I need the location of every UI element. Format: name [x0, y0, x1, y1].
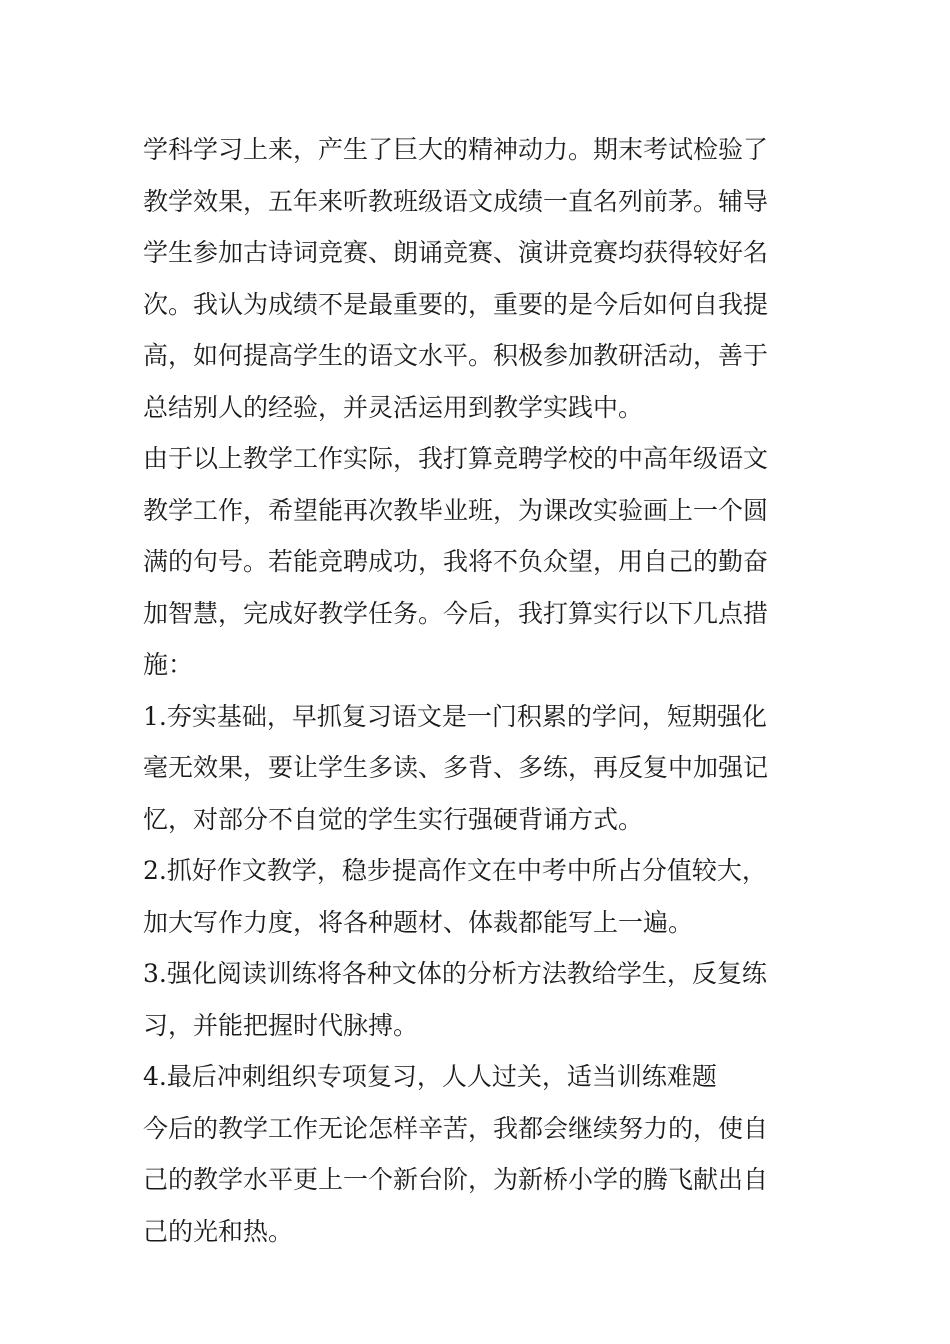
text-line: 教学效果，五年来听教班级语文成绩一直名列前茅。辅导 [143, 186, 769, 216]
paragraph-teaching-results [143, 124, 823, 433]
text-line: 总结别人的经验，并灵活运用到教学实践中。 [143, 392, 644, 422]
paragraph-application-intent [143, 433, 823, 691]
list-item-3 [143, 948, 823, 1051]
text-line: 教学工作，希望能再次教毕业班，为课改实验画上一个圆 [143, 495, 769, 525]
text-line: 加智慧，完成好教学任务。今后，我打算实行以下几点措 [143, 598, 769, 628]
text-line: 施： [143, 650, 194, 679]
list-item-4 [143, 1051, 823, 1103]
text-line: 毫无效果，要让学生多读、多背、多练，再反复中加强记 [143, 753, 769, 782]
list-item-2 [143, 845, 823, 948]
text-line: 1.夯实基础，早抓复习语文是一门积累的学问，短期强化 [143, 701, 767, 731]
text-line: 己的光和热。 [143, 1216, 294, 1246]
text-line: 次。我认为成绩不是最重要的，重要的是今后如何自我提 [143, 289, 769, 319]
text-line: 习，并能把握时代脉搏。 [143, 1010, 419, 1040]
text-line: 学生参加古诗词竞赛、朗诵竞赛、演讲竞赛均获得较好名 [143, 238, 769, 267]
document-body [143, 124, 823, 1257]
text-line: 2.抓好作文教学，稳步提高作文在中考中所占分值较大， [143, 856, 767, 885]
text-line: 3.强化阅读训练将各种文体的分析方法教给学生，反复练 [143, 959, 767, 988]
text-line: 高，如何提高学生的语文水平。积极参加教研活动，善于 [143, 341, 769, 370]
paragraph-closing [143, 1103, 823, 1258]
text-line: 忆，对部分不自觉的学生实行强硬背诵方式。 [143, 804, 644, 834]
text-line: 4.最后冲刺组织专项复习，人人过关，适当训练难题 [143, 1062, 717, 1091]
text-line: 己的教学水平更上一个新台阶，为新桥小学的腾飞献出自 [143, 1165, 769, 1194]
text-line: 由于以上教学工作实际，我打算竞聘学校的中高年级语文 [143, 444, 769, 473]
text-line: 满的句号。若能竞聘成功，我将不负众望，用自己的勤奋 [143, 547, 769, 576]
list-item-1 [143, 691, 823, 846]
text-line: 学科学习上来，产生了巨大的精神动力。期末考试检验了 [143, 135, 769, 164]
text-line: 加大写作力度，将各种题材、体裁都能写上一遍。 [143, 907, 694, 937]
text-line: 今后的教学工作无论怎样辛苦，我都会继续努力的，使自 [143, 1113, 769, 1143]
